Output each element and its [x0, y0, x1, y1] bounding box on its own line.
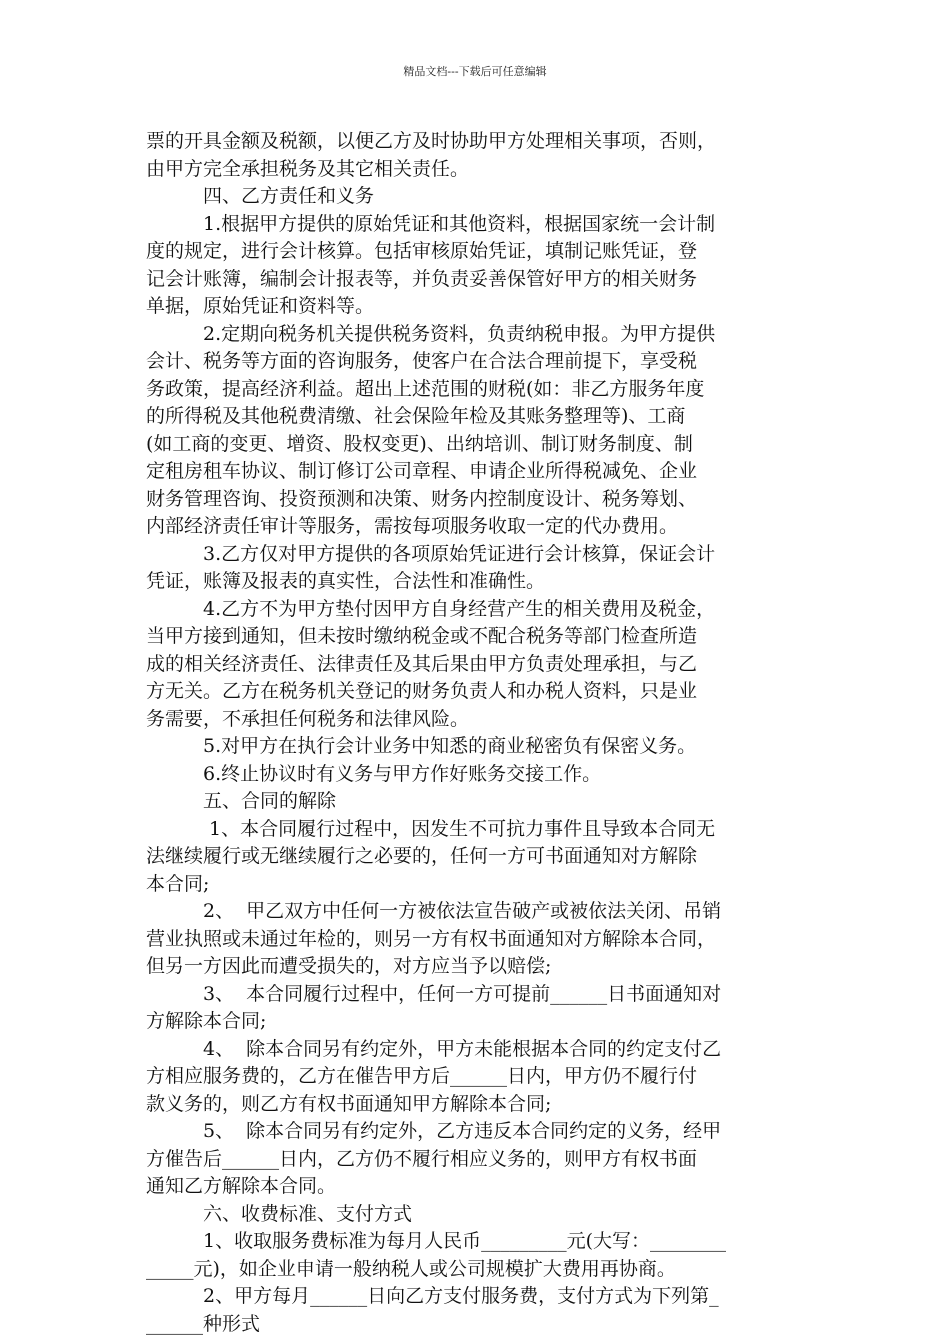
paragraph-line: (如工商的变更、增资、股权变更)、出纳培训、制订财务制度、制	[146, 432, 693, 455]
paragraph-line: 由甲方完全承担税务及其它相关责任。	[146, 157, 470, 180]
paragraph-line: 5.对甲方在执行会计业务中知悉的商业秘密负有保密义务。	[203, 735, 697, 757]
paragraph-line: 方相应服务费的，乙方在催告甲方后______日内，甲方仍不履行付	[146, 1065, 698, 1087]
section-heading: 四、乙方责任和义务	[203, 185, 375, 207]
paragraph-line: 务需要，不承担任何税务和法律风险。	[146, 707, 470, 730]
paragraph-line: 方无关。乙方在税务机关登记的财务负责人和办税人资料，只是业	[146, 680, 698, 702]
paragraph-line: 3.乙方仅对甲方提供的各项原始凭证进行会计核算，保证会计	[203, 542, 716, 565]
paragraph-line: 5、 除本合同另有约定外，乙方违反本合同约定的义务，经甲	[203, 1120, 722, 1142]
page-header: 精品文档---下载后可任意编辑	[403, 65, 547, 78]
section-heading: 五、合同的解除	[203, 790, 337, 812]
paragraph-line: 4.乙方不为甲方垫付因甲方自身经营产生的相关费用及税金，	[203, 597, 716, 620]
paragraph-line: 单据，原始凭证和资料等。	[146, 295, 375, 317]
paragraph-line: 记会计账簿，编制会计报表等，并负责妥善保管好甲方的相关财务	[146, 267, 698, 290]
paragraph-line: 方解除本合同;	[146, 1010, 267, 1032]
paragraph-line: 会计、税务等方面的咨询服务，使客户在合法合理前提下，享受税	[146, 350, 698, 372]
paragraph-line: 通知乙方解除本合同。	[146, 1175, 337, 1197]
paragraph-line: 1.根据甲方提供的原始凭证和其他资料，根据国家统一会计制	[203, 212, 716, 235]
paragraph-line: 成的相关经济责任、法律责任及其后果由甲方负责处理承担，与乙	[146, 652, 698, 675]
paragraph-line: 凭证，账簿及报表的真实性，合法性和准确性。	[146, 570, 546, 592]
paragraph-line: 务政策，提高经济利益。超出上述范围的财税(如：非乙方服务年度	[146, 377, 705, 400]
paragraph-line: 款义务的，则乙方有权书面通知甲方解除本合同;	[146, 1092, 552, 1115]
paragraph-line: 营业执照或未通过年检的，则另一方有权书面通知对方解除本合同，	[146, 927, 717, 950]
paragraph-line: 1、本合同履行过程中，因发生不可抗力事件且导致本合同无	[203, 817, 716, 840]
paragraph-line: 票的开具金额及税额，以便乙方及时协助甲方处理相关事项，否则，	[146, 130, 717, 152]
paragraph-line: 法继续履行或无继续履行之必要的，任何一方可书面通知对方解除	[146, 845, 698, 867]
paragraph-line: 财务管理咨询、投资预测和决策、财务内控制度设计、税务筹划、	[146, 487, 698, 510]
paragraph-line: 2、 甲乙双方中任何一方被依法宣告破产或被依法关闭、吊销	[203, 900, 722, 922]
paragraph-line: 1、收取服务费标准为每月人民币_________元(大写：________	[203, 1230, 727, 1252]
paragraph-line: 3、 本合同履行过程中，任何一方可提前______日书面通知对	[203, 982, 722, 1005]
paragraph-line: 度的规定，进行会计核算。包括审核原始凭证，填制记账凭证，登	[146, 240, 698, 262]
document-body	[146, 128, 810, 1338]
section-heading: 六、收费标准、支付方式	[203, 1202, 413, 1225]
paragraph-line: 本合同;	[146, 872, 210, 895]
paragraph-line: 但另一方因此而遭受损失的，对方应当予以赔偿;	[146, 955, 552, 977]
paragraph-line: 4、 除本合同另有约定外，甲方未能根据本合同的约定支付乙	[203, 1037, 722, 1060]
paragraph-line: 2.定期向税务机关提供税务资料，负责纳税申报。为甲方提供	[203, 322, 716, 345]
paragraph-line: 当甲方接到通知，但未按时缴纳税金或不配合税务等部门检查所造	[146, 625, 698, 647]
paragraph-line: 的所得税及其他税费清缴、社会保险年检及其账务整理等)、工商	[146, 405, 686, 427]
paragraph-line: 6.终止协议时有义务与甲方作好账务交接工作。	[203, 762, 602, 785]
paragraph-line: 定租房租车协议、制订修订公司章程、申请企业所得税减免、企业	[146, 460, 698, 482]
paragraph-line: 2、甲方每月______日向乙方支付服务费，支付方式为下列第_	[203, 1285, 719, 1307]
paragraph-line: _____元)，如企业申请一般纳税人或公司规模扩大费用再协商。	[146, 1257, 676, 1280]
paragraph-line: ______种形式	[146, 1312, 261, 1335]
paragraph-line: 方催告后______日内，乙方仍不履行相应义务的，则甲方有权书面	[146, 1147, 698, 1170]
paragraph-line: 内部经济责任审计等服务，需按每项服务收取一定的代办费用。	[146, 515, 679, 537]
